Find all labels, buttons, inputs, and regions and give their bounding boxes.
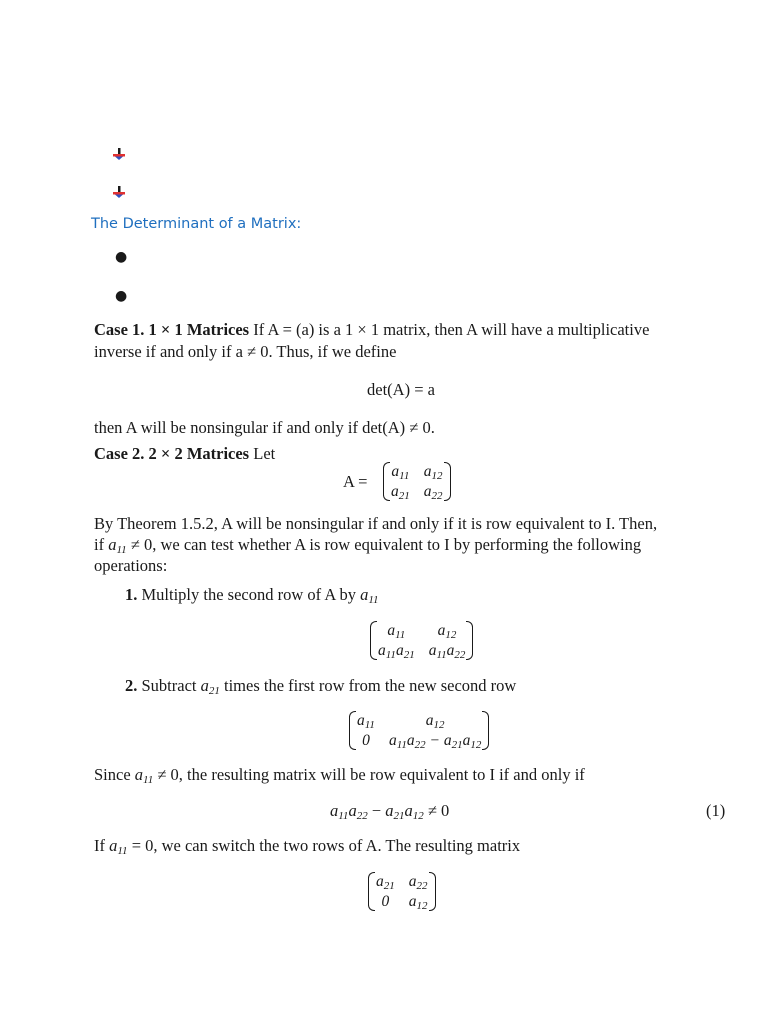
para1-line2: if $a_{11} \ne 0$, we can test whether A is row equivalent to I by performing the following <box>94 535 642 556</box>
matrix-cell: $a_{11}a_{22}$ <box>428 642 466 661</box>
para2-line: Since $a_{11} \ne 0$, the resulting matrix will be row equivalent to I if and only if <box>94 765 585 786</box>
matrix-cell: $a_{11}a_{21}$ <box>378 642 415 661</box>
case1-line3: then A will be nonsingular if and only if det(A) ≠ 0. <box>94 418 435 437</box>
matrix-cell: $a_{12}$ <box>437 622 457 641</box>
step1-line <box>125 585 379 605</box>
matrix-cell: $a_{11}$ <box>391 463 410 482</box>
case1-text: If A = (a) is a 1 × 1 matrix, then A will have a multiplicative <box>249 320 650 339</box>
matrix-a <box>383 462 451 501</box>
step2-number: 2. <box>125 676 138 695</box>
section-heading: The Determinant of a Matrix: <box>91 216 302 232</box>
step1-text: Multiply the second row of A by $a_{11}$ <box>141 585 379 606</box>
matrix-cell: $a_{21}$ <box>391 483 410 502</box>
matrix-cell: $a_{12}$ <box>423 463 443 482</box>
step2-line <box>125 676 516 696</box>
case1-line1 <box>94 320 649 340</box>
step1-matrix <box>370 621 473 660</box>
equation-1: $a_{11}a_{22} - a_{21}a_{12} \ne 0$ <box>330 801 450 822</box>
bullet-icon: ● <box>115 288 128 304</box>
para1-line1: By Theorem 1.5.2, A will be nonsingular if and only if it is row equivalent to I. Then, <box>94 514 658 533</box>
matrix-cell: $a_{11}$ <box>357 712 375 731</box>
equation-number: (1) <box>706 801 726 820</box>
case1-label: Case 1. 1 × 1 Matrices <box>94 320 250 339</box>
matrix-cell: $a_{12}$ <box>408 893 428 912</box>
step1-number: 1. <box>125 585 138 604</box>
case2-line <box>94 444 275 464</box>
matrix-cell: $a_{11}a_{22} - a_{21}a_{12}$ <box>388 732 482 751</box>
matrix-cell: $a_{12}$ <box>425 712 445 731</box>
case2-label: Case 2. 2 × 2 Matrices <box>94 444 250 463</box>
matrix-cell: $a_{22}$ <box>408 873 428 892</box>
matrix-cell: 0 <box>362 732 370 749</box>
bullet-icon: ● <box>115 249 128 265</box>
det-equation: det(A) = a <box>367 380 435 399</box>
matrix-cell: $a_{21}$ <box>376 873 395 892</box>
down-arrow-icon <box>112 147 126 161</box>
para1-line3: operations: <box>94 556 168 575</box>
para3-line: If $a_{11} = 0$, we can switch the two rows of A. The resulting matrix <box>94 836 521 857</box>
final-matrix <box>368 872 436 911</box>
matrix-cell: $a_{11}$ <box>387 622 406 641</box>
down-arrow-icon <box>112 185 126 199</box>
case2-text: Let <box>249 444 276 463</box>
matrix-a-lhs: A = <box>343 472 368 491</box>
matrix-cell: 0 <box>381 893 390 910</box>
matrix-cell: $a_{22}$ <box>423 483 443 502</box>
step2-text: Subtract $a_{21}$ times the first row from the new second row <box>141 676 517 697</box>
case1-line2: inverse if and only if a ≠ 0. Thus, if we define <box>94 342 397 361</box>
step2-matrix <box>349 711 489 750</box>
